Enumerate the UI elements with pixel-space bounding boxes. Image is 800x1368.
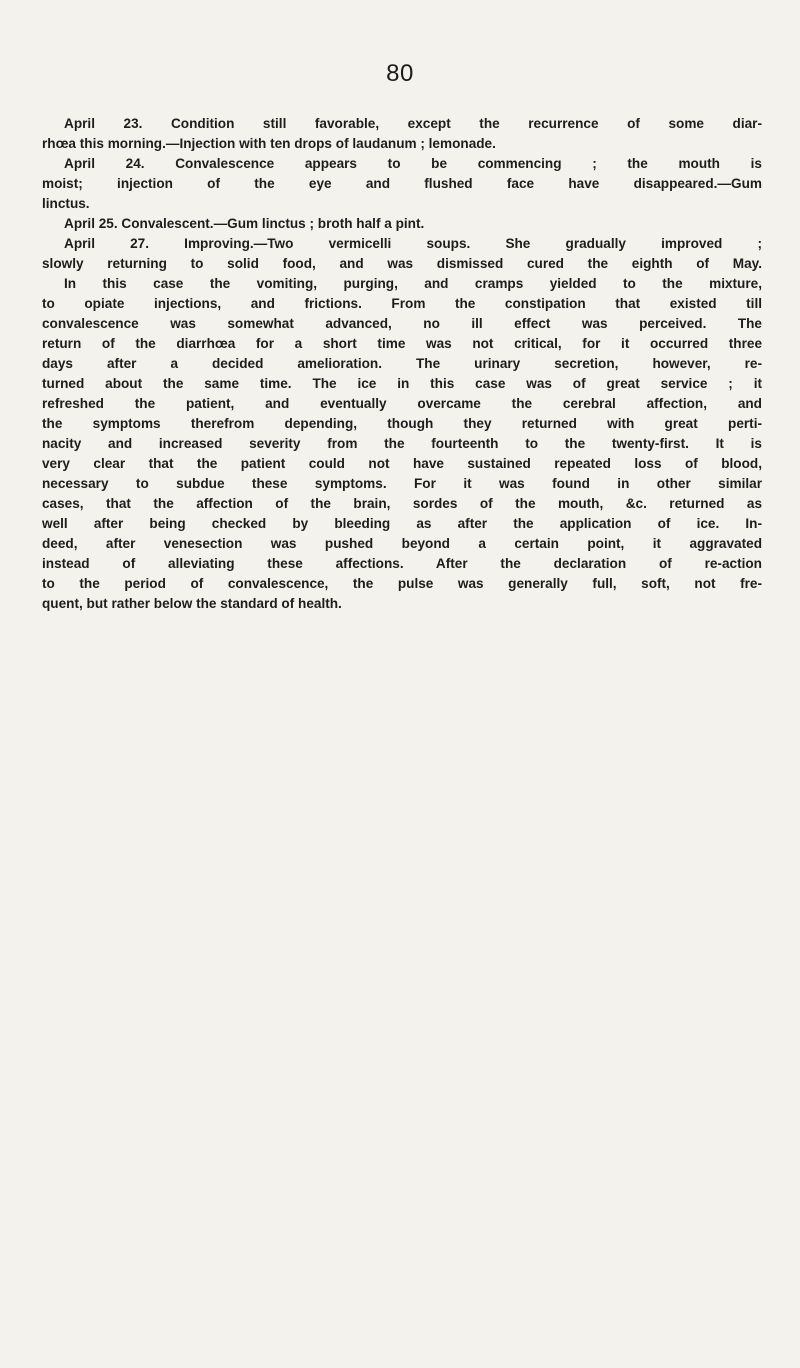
text-line: In this case the vomiting, purging, and cramps yielded to the mixture, [64,276,762,291]
body-text [42,114,762,614]
text-line: instead of alleviating these affections. After the declaration of re-action [42,556,762,571]
paragraph [42,114,762,154]
text-line: days after a decided amelioration. The urinary secretion, however, re- [42,356,762,371]
text-line: rhœa this morning.—Injection with ten drops of laudanum ; lemonade. [42,136,496,151]
text-line: linctus. [42,196,90,211]
text-line: April 25. Convalescent.—Gum linctus ; broth half a pint. [64,216,425,231]
text-line: deed, after venesection was pushed beyond a certain point, it aggravated [42,536,762,551]
text-line: refreshed the patient, and eventually overcame the cerebral affection, and [42,396,762,411]
text-line: April 27. Improving.—Two vermicelli soups. She gradually improved ; [64,236,762,251]
text-line: return of the diarrhœa for a short time was not critical, for it occurred three [42,336,762,351]
text-line: cases, that the affection of the brain, sordes of the mouth, &c. returned as [42,496,762,511]
text-line: necessary to subdue these symptoms. For it was found in other similar [42,476,762,491]
paragraph [42,234,762,274]
text-line: quent, but rather below the standard of health. [42,596,342,611]
text-line: well after being checked by bleeding as after the application of ice. In- [42,516,762,531]
text-line: nacity and increased severity from the fourteenth to the twenty-first. It is [42,436,762,451]
text-line: convalescence was somewhat advanced, no ill effect was perceived. The [42,316,762,331]
paragraph [42,214,762,234]
text-line: April 24. Convalescence appears to be commencing ; the mouth is [64,156,762,171]
page-number: 80 [386,60,414,87]
text-line: very clear that the patient could not have sustained repeated loss of blood, [42,456,762,471]
paragraph [42,154,762,214]
text-line: to opiate injections, and frictions. From the constipation that existed till [42,296,762,311]
text-line: slowly returning to solid food, and was dismissed cured the eighth of May. [42,256,762,271]
text-line: turned about the same time. The ice in this case was of great service ; it [42,376,762,391]
text-line: to the period of convalescence, the pulse was generally full, soft, not fre- [42,576,762,591]
text-line: April 23. Condition still favorable, except the recurrence of some diar- [64,116,762,131]
paragraph [42,274,762,614]
text-line: the symptoms therefrom depending, though they returned with great perti- [42,416,762,431]
text-line: moist; injection of the eye and flushed face have disappeared.—Gum [42,176,762,191]
